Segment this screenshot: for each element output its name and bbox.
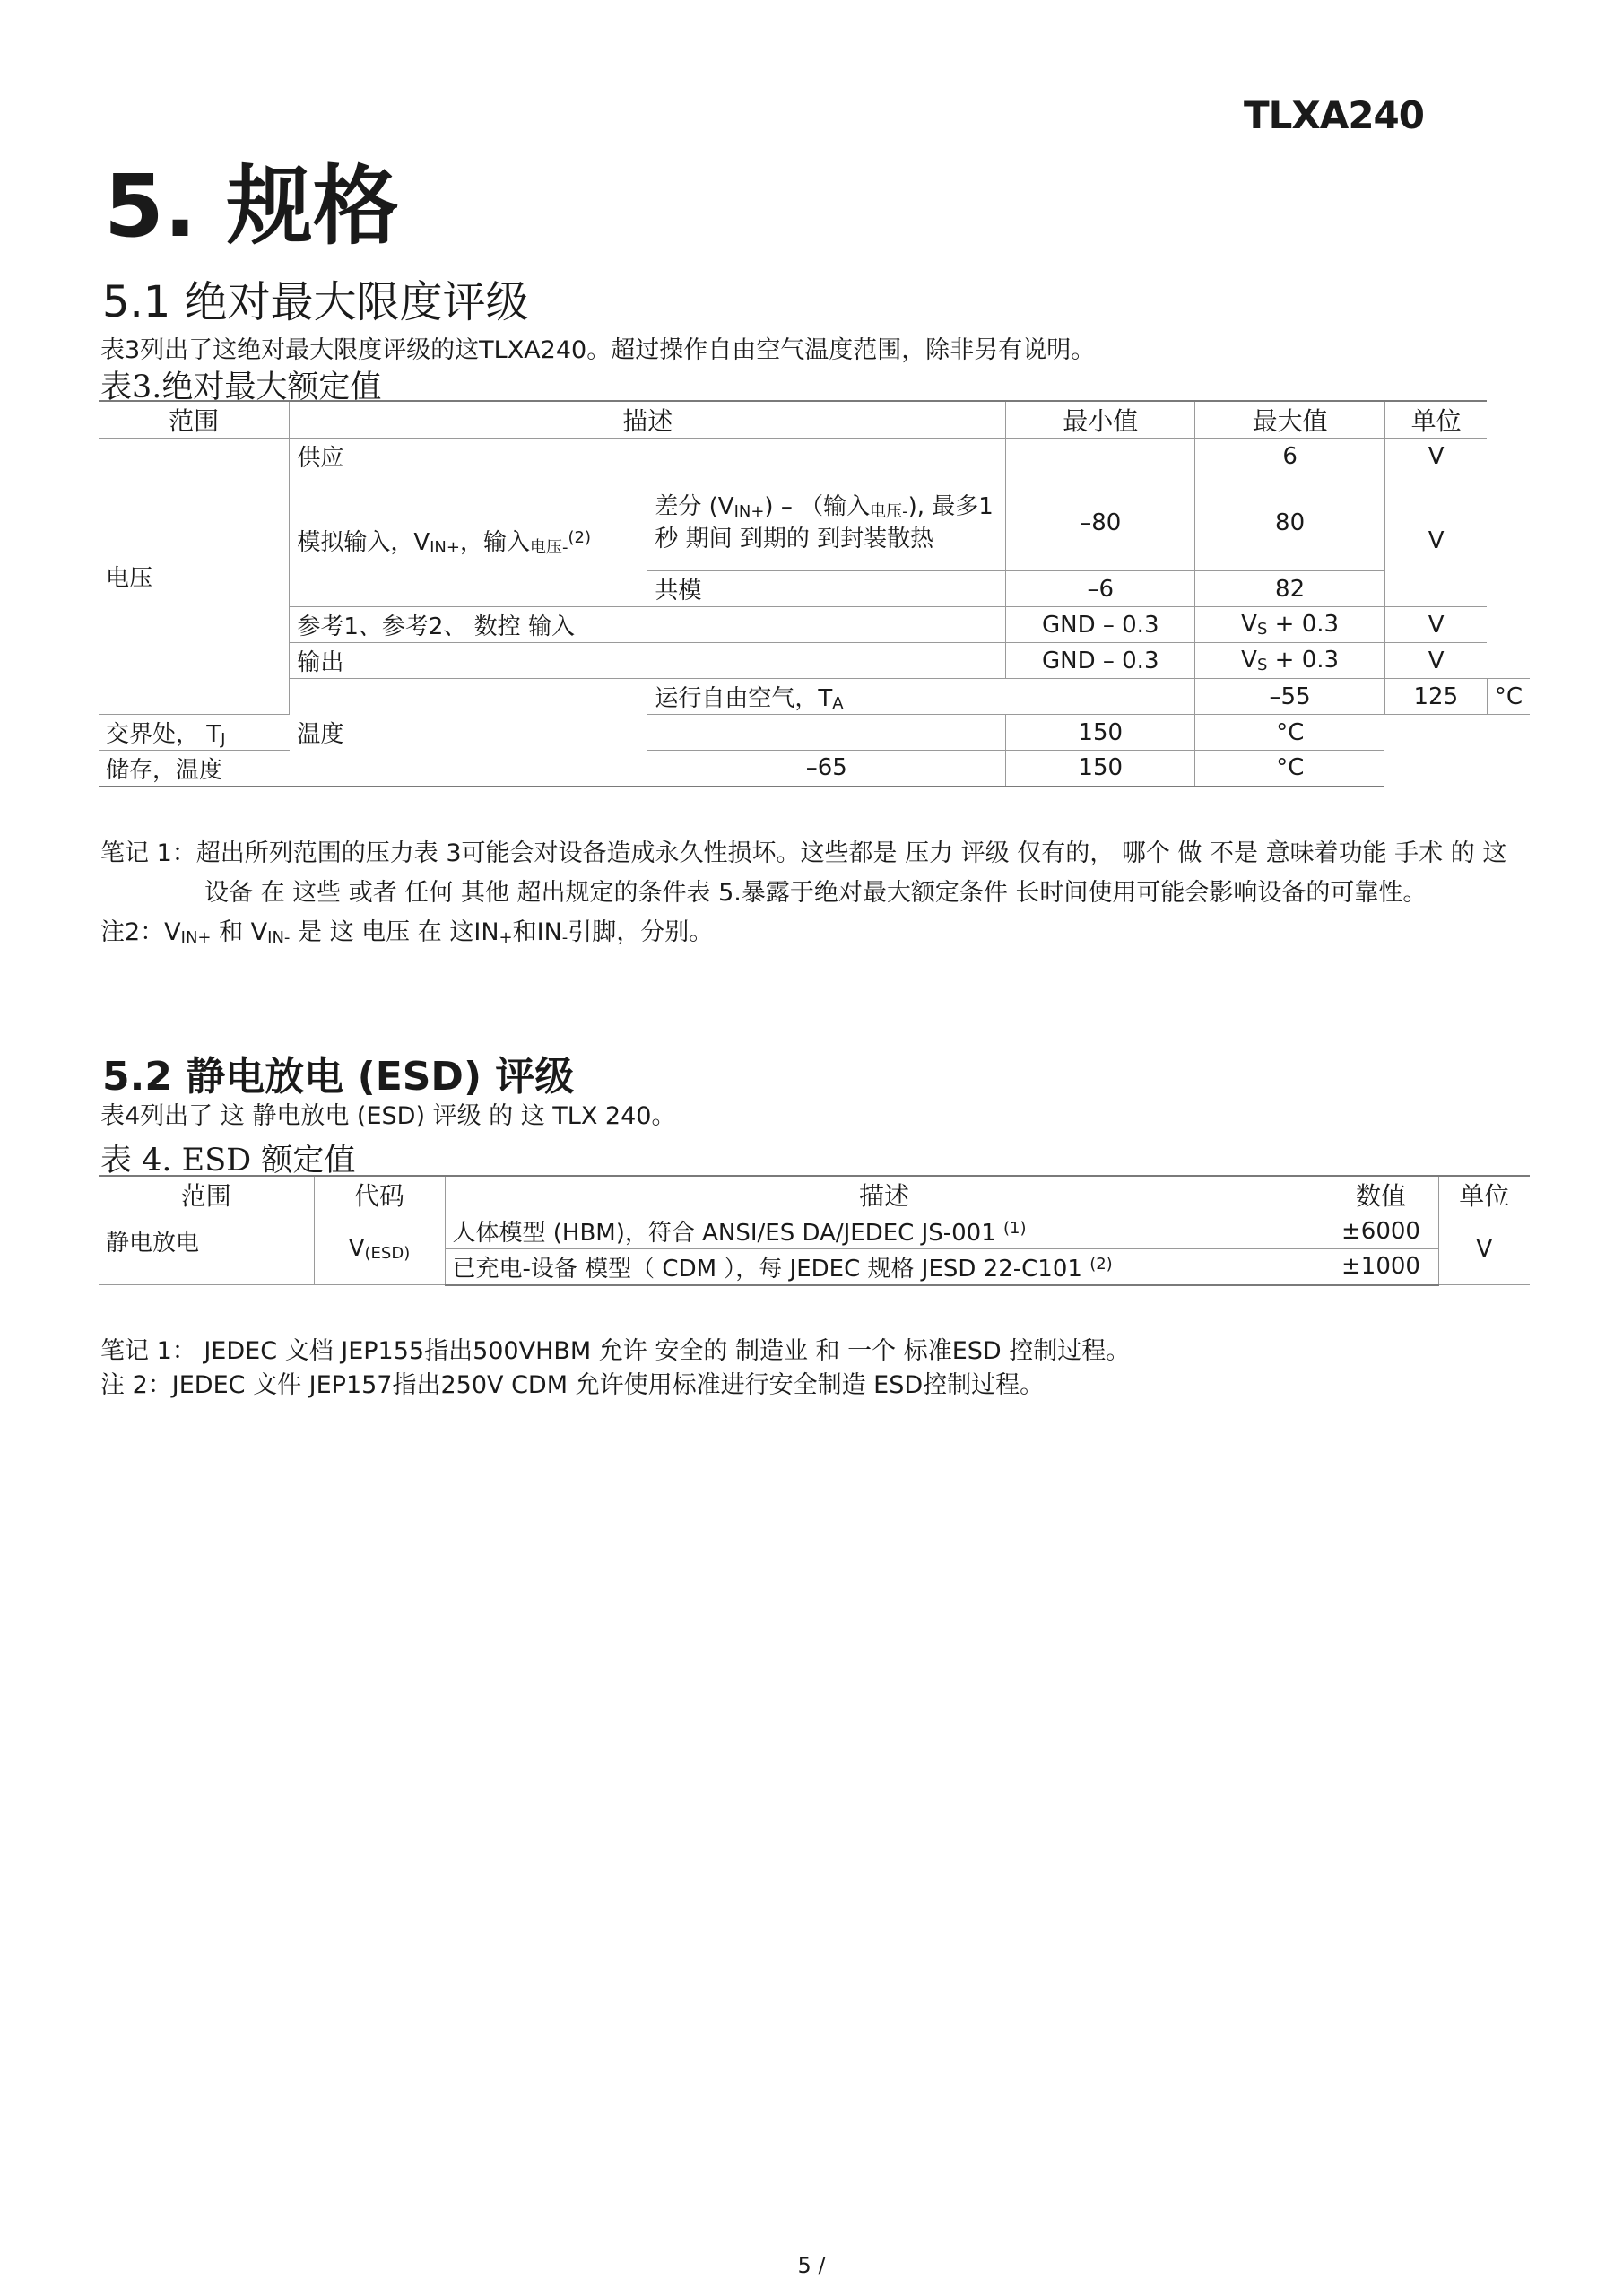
desc-junction: 交界处， $T_J$: [99, 715, 647, 751]
min-storage: –65: [647, 751, 1006, 787]
table-row: [99, 643, 1530, 679]
unit-operating: °C: [1487, 679, 1530, 715]
max-differential: 80: [1195, 474, 1384, 571]
table-row: [99, 1213, 1530, 1249]
table-3-notes: [100, 834, 1535, 958]
max-common-mode: 82: [1195, 571, 1384, 607]
chapter-title: 5. 规格: [104, 156, 399, 257]
table-row: [99, 607, 1530, 643]
esd-table: [99, 1175, 1530, 1286]
min-ref-inputs: GND – 0.3: [1006, 607, 1195, 643]
section-5-1-title: 5.1 绝对最大限度评级: [102, 277, 529, 327]
unit-ref-inputs: V: [1384, 607, 1487, 643]
desc-output: 输出: [290, 643, 1006, 679]
unit-analog: V: [1384, 474, 1487, 607]
min-output: GND – 0.3: [1006, 643, 1195, 679]
header-min: 最小值: [1006, 401, 1195, 439]
param-esd: 静电放电: [99, 1213, 314, 1285]
min-supply: [1006, 439, 1195, 474]
table-header-row: [99, 401, 1530, 439]
table-row: [99, 751, 1530, 787]
section-5-2-title: 5.2 静电放电 (ESD) 评级: [102, 1054, 575, 1100]
section-5-2-intro: 表4列出了 这 静电放电 (ESD) 评级 的 这 TLX 240。: [100, 1102, 676, 1130]
min-common-mode: –6: [1006, 571, 1195, 607]
table-header-row: [99, 1176, 1530, 1213]
param-voltage: 电压: [99, 439, 290, 715]
desc-supply: 供应: [290, 439, 1006, 474]
table-row: [99, 474, 1530, 571]
part-number: TLXA240: [1244, 93, 1424, 137]
min-operating: –55: [1195, 679, 1384, 715]
page-number: 5 /: [797, 2253, 826, 2278]
param-temperature: 温度: [290, 679, 647, 787]
header-unit: 单位: [1438, 1176, 1530, 1213]
header-desc: 描述: [445, 1176, 1324, 1213]
unit-storage: °C: [1195, 751, 1384, 787]
desc-operating: 运行自由空气，$T_A$: [647, 679, 1195, 715]
esd-note-1: 笔记 1： JEDEC 文档 JEP155指出500VHBM 允许 安全的 制造业 和 一个 标准ESD 控制过程。: [100, 1337, 1131, 1365]
note-1: 笔记 1：超出所列范围的压力表 3可能会对设备造成永久性损坏。这些都是 压力 评级 仅有的， 哪个 做 不是 意味着功能 手术 的 这 设备 在 这些 或者 任何 其他 超出规定的条件表 5.暴露于绝对最大额定条件 长时间使用可能会影响设备的可靠性。: [100, 839, 1507, 907]
desc-analog-input: 模拟输入，$V_{IN+}$，输入$_{电压-}^{(2)}$: [290, 474, 647, 607]
min-junction: [647, 715, 1006, 751]
table-row: [99, 679, 1530, 715]
header-max: 最大值: [1195, 401, 1384, 439]
desc-hbm: 人体模型 (HBM)，符合 ANSI/ES DA/JEDEC JS-001 $^{(1)}$: [445, 1213, 1324, 1249]
esd-note-2: 注 2：JEDEC 文件 JEP157指出250V CDM 允许使用标准进行安全制造 ESD控制过程。: [100, 1371, 1045, 1399]
max-storage: 150: [1006, 751, 1195, 787]
header-range: 范围: [99, 401, 290, 439]
unit-output: V: [1384, 643, 1487, 679]
code-vesd: $V_{(ESD)}$: [314, 1213, 445, 1285]
header-range: 范围: [99, 1176, 314, 1213]
header-value: 数值: [1324, 1176, 1438, 1213]
min-differential: –80: [1006, 474, 1195, 571]
table-row: [99, 439, 1530, 474]
max-supply: 6: [1195, 439, 1384, 474]
unit-junction: °C: [1195, 715, 1384, 751]
desc-cdm: 已充电-设备 模型（ CDM ），每 JEDEC 规格 JESD 22-C101 $^{(2)}$: [445, 1249, 1324, 1285]
abs-max-table: [99, 400, 1530, 787]
desc-common-mode: 共模: [647, 571, 1006, 607]
table-3-caption: 表3.绝对最大额定值: [100, 370, 382, 405]
header-code: 代码: [314, 1176, 445, 1213]
note-2: 注2：$V_{IN+}$ 和 $V_{IN-}$ 是 这 电压 在 这$IN_+$和$IN_-$引脚，分别。: [100, 918, 714, 947]
section-5-1-intro: 表3列出了这绝对最大限度评级的这TLXA240。超过操作自由空气温度范围，除非另有说明。: [100, 336, 1096, 364]
desc-differential: 差分 $(V_{IN+})$ – （输入$_{电压-}$), 最多1 秒 期间 到期的 到封装散热: [647, 474, 1006, 571]
table-4-notes: [100, 1335, 1535, 1403]
header-desc: 描述: [290, 401, 1006, 439]
value-cdm: ±1000: [1324, 1249, 1438, 1285]
max-junction: 150: [1006, 715, 1195, 751]
desc-storage: 储存，温度: [99, 751, 647, 787]
unit-esd: V: [1438, 1213, 1530, 1285]
unit-supply: V: [1384, 439, 1487, 474]
max-operating: 125: [1384, 679, 1487, 715]
max-ref-inputs: $V_S + 0.3$: [1195, 607, 1384, 643]
max-output: $V_S + 0.3$: [1195, 643, 1384, 679]
value-hbm: ±6000: [1324, 1213, 1438, 1249]
header-unit: 单位: [1384, 401, 1487, 439]
table-4-caption: 表 4. ESD 额定值: [100, 1143, 356, 1178]
desc-ref-inputs: 参考1、参考2、 数控 输入: [290, 607, 1006, 643]
